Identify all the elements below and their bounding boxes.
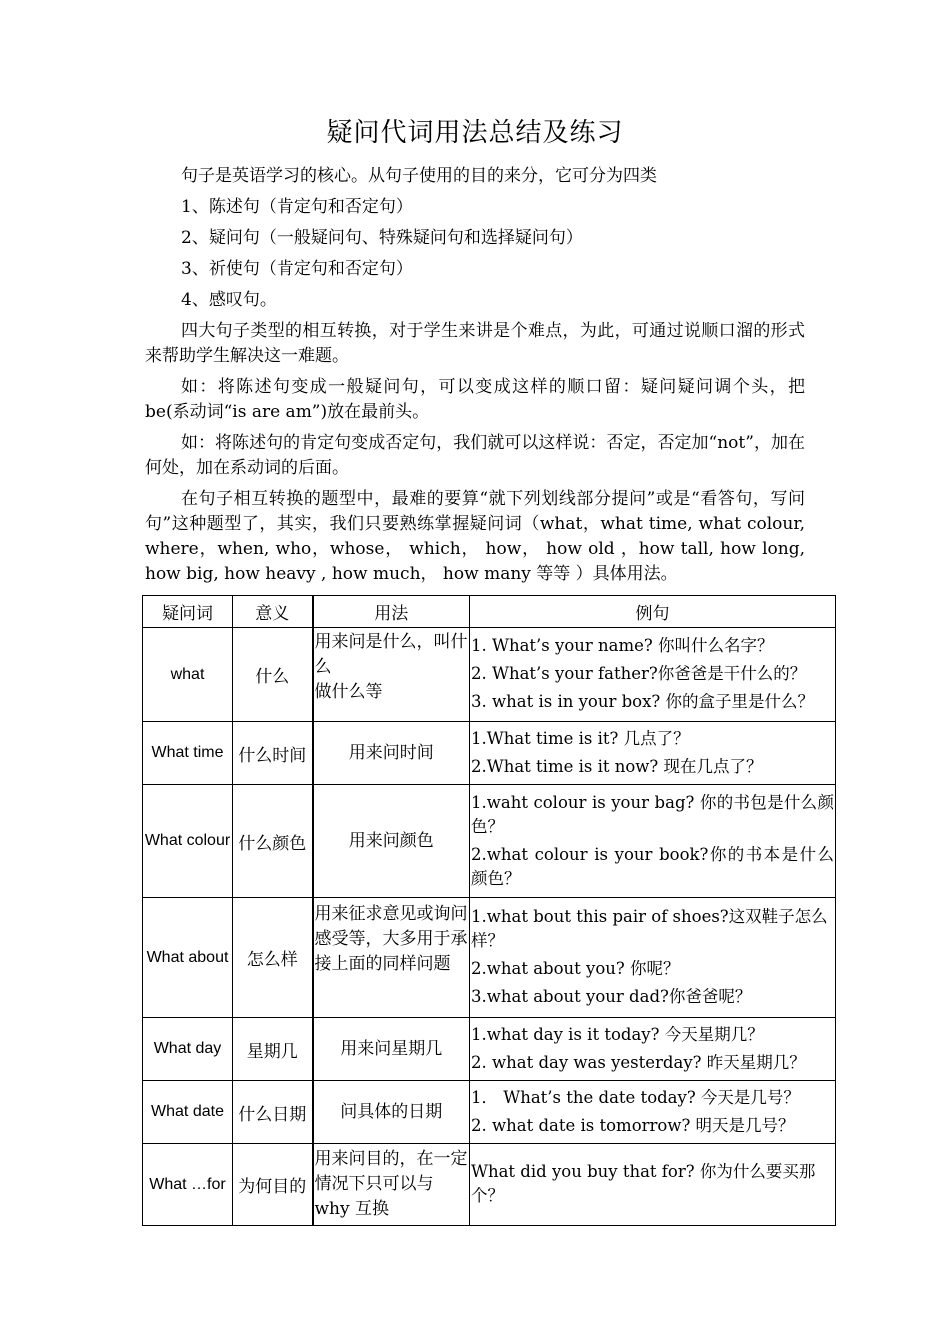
example-sentence: 2. what day was yesterday? 昨天星期几？ — [471, 1052, 806, 1072]
paragraph-conversion: 四大句子类型的相互转换，对于学生来讲是个难点，为此，可通过说顺口溜的形式来帮助学生解决这一难题。 — [145, 321, 805, 366]
table-row — [143, 628, 836, 722]
row-usage: 用来问目的，在一定情况下只可以与 why 互换 — [313, 1144, 470, 1226]
example-sentence: 2. what date is tomorrow? 明天是几号？ — [471, 1115, 795, 1135]
header-usage: 用法 — [313, 596, 470, 628]
page-title: 疑问代词用法总结及练习 — [326, 118, 624, 148]
row-usage: 用来征求意见或询问感受等，大多用于承接上面的同样问题 — [313, 898, 470, 1018]
row-word: What time — [143, 722, 233, 785]
table-row — [143, 1144, 836, 1226]
header-example: 例句 — [470, 596, 836, 628]
example-sentence: 2. What’s your father?你爸爸是干什么的？ — [471, 664, 807, 683]
row-examples — [470, 1081, 836, 1144]
row-examples — [470, 1018, 836, 1081]
sentence-type-4: 4、感叹句。 — [181, 290, 277, 310]
question-word-table — [142, 595, 836, 1226]
header-meaning: 意义 — [233, 596, 313, 628]
row-word: What date — [143, 1081, 233, 1144]
header-word: 疑问词 — [143, 596, 233, 628]
example-sentence: 1.what bout this pair of shoes?这双鞋子怎么样？ — [471, 907, 828, 950]
example-sentence: 2.what colour is your book?你的书本是什么颜色？ — [471, 844, 834, 888]
row-examples — [470, 898, 836, 1018]
table-row — [143, 785, 836, 898]
row-examples — [470, 628, 836, 722]
example-sentence: 2.What time is it now? 现在几点了？ — [471, 756, 763, 776]
intro-paragraph: 句子是英语学习的核心。从句子使用的目的来分，它可分为四类 — [181, 166, 657, 186]
paragraph-question-rhyme: 如：将陈述句变成一般疑问句，可以变成这样的顺口留：疑问疑问调个头，把 be(系动词“is are am”)放在最前头。 — [145, 377, 805, 422]
row-word: What …for — [143, 1144, 233, 1226]
row-meaning: 什么时间 — [233, 722, 313, 785]
sentence-type-1: 1、陈述句（肯定句和否定句） — [181, 197, 413, 217]
row-usage: 问具体的日期 — [313, 1081, 470, 1144]
row-examples — [470, 785, 836, 898]
example-sentence: What did you buy that for? 你为什么要买那个？ — [471, 1162, 816, 1205]
row-word: What day — [143, 1018, 233, 1081]
row-meaning: 怎么样 — [233, 898, 313, 1018]
row-word: What about — [143, 898, 233, 1018]
row-meaning: 星期几 — [233, 1018, 313, 1081]
sentence-type-3: 3、祈使句（肯定句和否定句） — [181, 259, 413, 279]
table-row — [143, 722, 836, 785]
example-sentence: 1． What’s the date today? 今天是几号？ — [471, 1087, 800, 1107]
example-sentence: 1.what day is it today? 今天星期几？ — [471, 1024, 764, 1044]
example-sentence: 1.What time is it? 几点了？ — [471, 728, 690, 748]
row-meaning: 什么 — [233, 628, 313, 722]
table-row — [143, 898, 836, 1018]
sentence-type-2: 2、疑问句（一般疑问句、特殊疑问句和选择疑问句） — [181, 228, 583, 248]
table-header-row — [143, 596, 836, 628]
row-usage: 用来问颜色 — [313, 785, 470, 898]
row-usage: 用来问时间 — [313, 722, 470, 785]
example-sentence: 1.waht colour is your bag? 你的书包是什么颜色？ — [471, 792, 834, 836]
row-meaning: 什么颜色 — [233, 785, 313, 898]
example-sentence: 2.what about you? 你呢？ — [471, 959, 680, 978]
row-word: what — [143, 628, 233, 722]
row-meaning: 什么日期 — [233, 1081, 313, 1144]
table-row — [143, 1018, 836, 1081]
row-examples — [470, 1144, 836, 1226]
row-meaning: 为何目的 — [233, 1144, 313, 1226]
paragraph-negative-rhyme: 如：将陈述句的肯定句变成否定句，我们就可以这样说：否定，否定加“not”，加在何处，加在系动词的后面。 — [145, 433, 805, 478]
paragraph-question-words: 在句子相互转换的题型中，最难的要算“就下列划线部分提问”或是“看答句，写问句”这种题型了，其实，我们只要熟练掌握疑问词（what，what time, what colour, where，when, who，whose， which， how， how old ，how tall, how long, how big, how heavy , how much， how many 等等 ）具体用法。 — [145, 489, 805, 584]
example-sentence: 3. what is in your box? 你的盒子里是什么？ — [471, 692, 814, 711]
row-usage: 用来问是什么，叫什么 做什么等 — [313, 628, 470, 722]
row-examples — [470, 722, 836, 785]
example-sentence: 3.what about your dad?你爸爸呢？ — [471, 987, 752, 1006]
example-sentence: 1. What’s your name? 你叫什么名字？ — [471, 636, 774, 655]
row-word: What colour — [143, 785, 233, 898]
row-usage: 用来问星期几 — [313, 1018, 470, 1081]
table-row — [143, 1081, 836, 1144]
